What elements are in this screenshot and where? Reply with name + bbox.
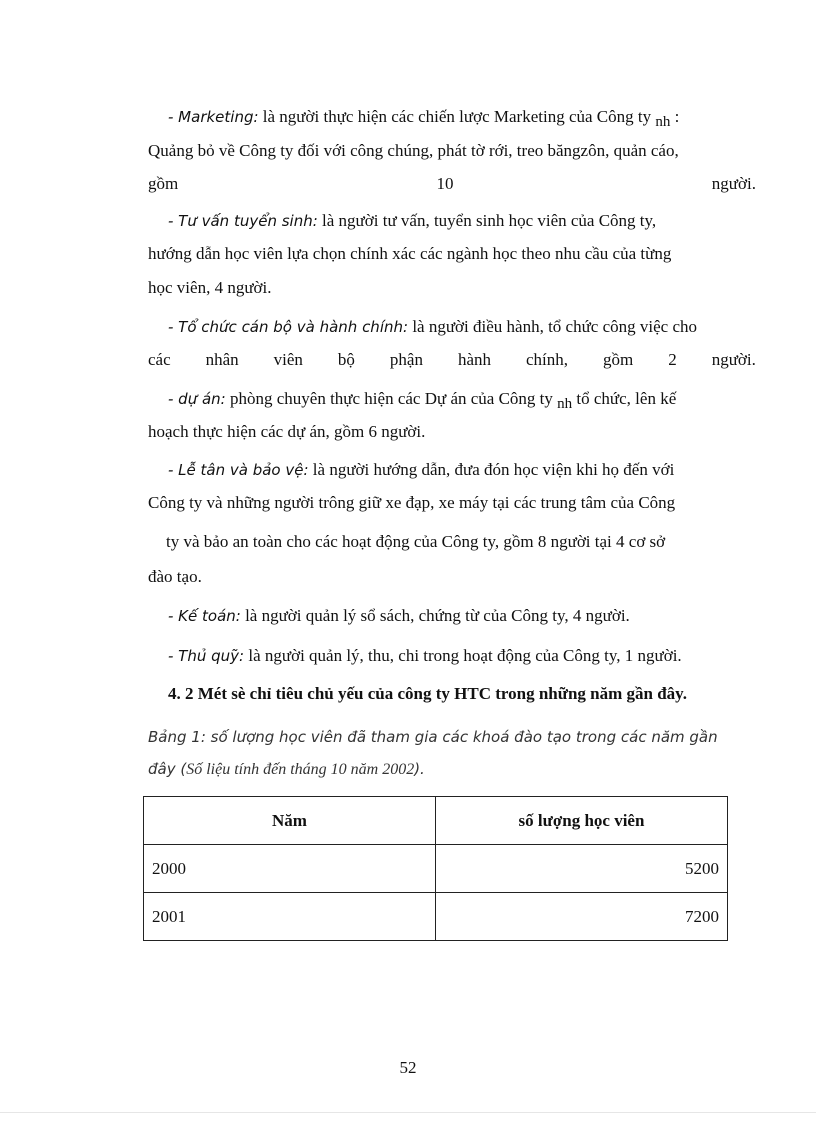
ketoan-label: - Kế toán: xyxy=(168,607,241,625)
tuvan-line-2: hướng dẫn học viên lựa chọn chính xác các ngành học theo nhu cầu của từng xyxy=(148,244,672,263)
ketoan-text: là người quản lý sổ sách, chứng từ của Công ty, 4 người. xyxy=(240,606,630,625)
tochuc-text: là người điều hành, tổ chức công việc cho xyxy=(408,317,698,336)
table-row xyxy=(144,845,728,893)
table-row xyxy=(144,893,728,941)
letan-text: là người hướng dẫn, đưa đón học viện khi họ đến với xyxy=(308,460,675,479)
duan-sub: nh xyxy=(557,396,573,412)
word: viên xyxy=(273,350,303,369)
thuquy-text: là người quản lý, thu, chi trong hoạt động của Công ty, 1 người. xyxy=(244,646,682,665)
word: người. xyxy=(711,350,756,369)
duan-line-2: hoạch thực hiện các dự án, gồm 6 người. xyxy=(148,422,426,441)
marketing-label: - Marketing: xyxy=(168,108,259,126)
table-header-row xyxy=(144,797,728,845)
tuvan-line-1 xyxy=(168,210,656,232)
duan-label: - dự án: xyxy=(168,390,226,408)
letan-line-1 xyxy=(168,459,674,481)
letan-line-4: đào tạo. xyxy=(148,567,202,586)
word: bộ xyxy=(337,350,355,369)
marketing-end: : xyxy=(670,107,680,126)
duan-text: phòng chuyên thực hiện các Dự án của Công ty xyxy=(225,389,558,408)
marketing-sub: nh xyxy=(655,114,671,130)
table-caption-line-2 xyxy=(148,760,425,779)
word: 10 xyxy=(436,174,454,193)
thuquy-line-1 xyxy=(168,645,682,667)
students-table xyxy=(143,796,728,941)
word: gồm xyxy=(148,174,179,193)
tochuc-label: - Tổ chức cán bộ và hành chính: xyxy=(168,318,409,336)
table-cell-year: 2001 xyxy=(144,893,436,941)
word: người. xyxy=(711,174,756,193)
word: 2 xyxy=(668,350,677,369)
word: chính, xyxy=(525,350,568,369)
tuvan-line-3: học viên, 4 người. xyxy=(148,278,272,297)
table-cell-count: 7200 xyxy=(436,893,728,941)
letan-label: - Lễ tân và bảo vệ: xyxy=(168,461,309,479)
tuvan-text: là người tư vấn, tuyển sinh học viên của Công ty, xyxy=(317,211,657,230)
marketing-line-1 xyxy=(168,106,679,129)
table-cell-year: 2000 xyxy=(144,845,436,893)
table-cell-count: 5200 xyxy=(436,845,728,893)
marketing-line-2: Quảng bỏ về Công ty đối với công chúng, phát tờ rới, treo băngzôn, quản cáo, xyxy=(148,141,679,160)
section-heading: 4. 2 Mét sè chỉ tiêu chủ yếu của công ty HTC trong những năm gần đây. xyxy=(168,684,687,703)
caption-source: Số liệu tính đến tháng 10 năm 2002 xyxy=(186,761,415,778)
table-header-year: Năm xyxy=(144,797,436,845)
caption-suffix: ). xyxy=(414,760,425,778)
table-header-count: số lượng học viên xyxy=(436,797,728,845)
letan-line-2: Công ty và những người trông giữ xe đạp, xe máy tại các trung tâm của Công xyxy=(148,493,676,512)
page-bottom-divider xyxy=(0,1112,816,1113)
tochuc-line-2 xyxy=(148,349,756,371)
table-caption-line-1: Bảng 1: số lượng học viên đã tham gia các khoá đào tạo trong các năm gần xyxy=(148,728,718,746)
duan-end: tổ chức, lên kế xyxy=(572,389,677,408)
word: các xyxy=(148,350,171,369)
word: phận xyxy=(389,350,423,369)
tuvan-label: - Tư vấn tuyển sinh: xyxy=(168,212,318,230)
letan-line-3: ty và bảo an toàn cho các hoạt động của Công ty, gồm 8 người tại 4 cơ sở xyxy=(166,532,666,551)
caption-prefix: đây ( xyxy=(148,760,187,778)
marketing-text: là người thực hiện các chiến lược Marketing của Công ty xyxy=(258,107,656,126)
thuquy-label: - Thủ quỹ: xyxy=(168,647,245,665)
ketoan-line-1 xyxy=(168,605,630,627)
duan-line-1 xyxy=(168,388,676,411)
word: nhân xyxy=(205,350,239,369)
marketing-line-3 xyxy=(148,173,756,195)
word: hành xyxy=(457,350,491,369)
tochuc-line-1 xyxy=(168,316,697,338)
page-number: 52 xyxy=(399,1058,417,1077)
word: gồm xyxy=(602,350,634,369)
